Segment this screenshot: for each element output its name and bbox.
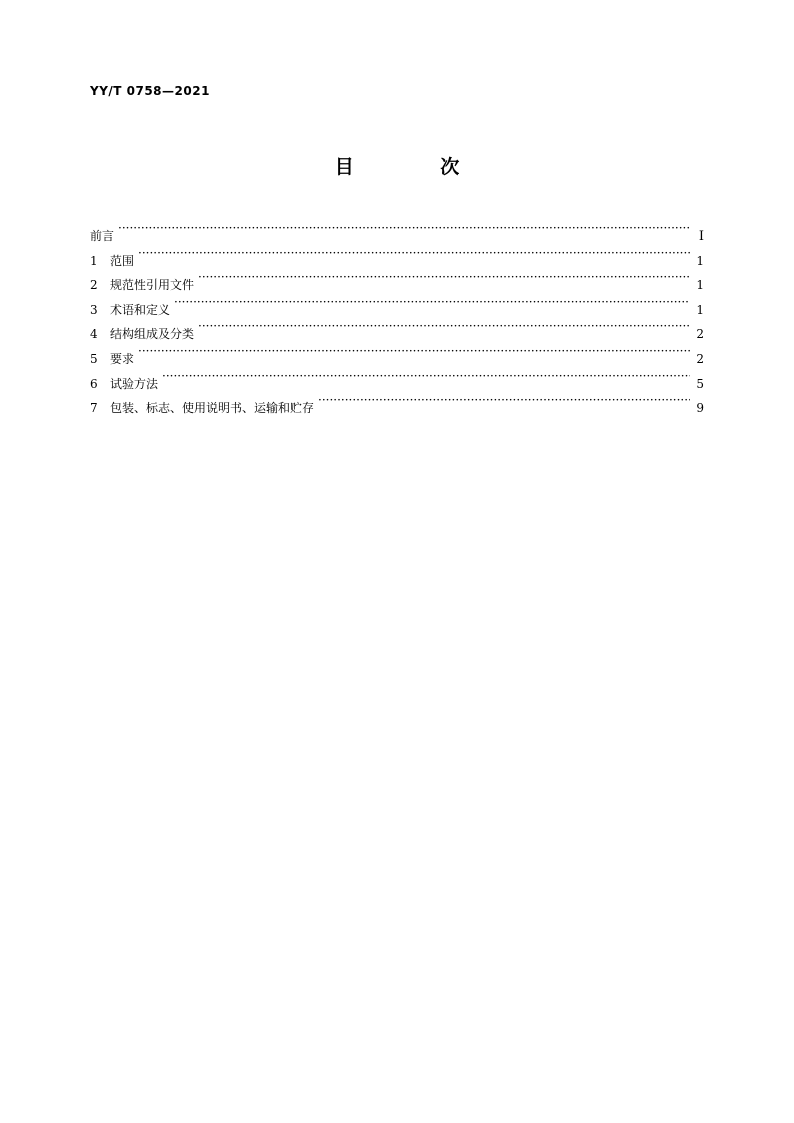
toc-entry-page: 1 (696, 278, 704, 293)
toc-entry-number: 6 (90, 376, 98, 391)
toc-entry-page: 9 (696, 401, 704, 416)
toc-leader-dots (138, 241, 690, 265)
toc-entry-3[interactable] (90, 290, 704, 315)
toc-leader-dots (162, 364, 690, 388)
toc-leader-dots (138, 339, 690, 363)
toc-leader-dots (198, 265, 690, 289)
toc-title: 目 次 (334, 156, 500, 178)
toc-entry-foreword[interactable] (90, 216, 704, 244)
toc-entry-text: 前言 (90, 229, 115, 243)
toc-entry-page: 2 (696, 351, 704, 366)
toc-entry-4[interactable] (90, 314, 704, 342)
toc-entry-page: 5 (696, 376, 704, 391)
toc-entry-text: 包装、标志、使用说明书、运输和贮存 (110, 401, 315, 416)
toc-entry-text: 要求 (110, 351, 135, 366)
toc-leader-dots (174, 290, 690, 314)
table-of-contents (90, 216, 704, 416)
toc-entry-text: 结构组成及分类 (110, 327, 195, 342)
toc-entry-2[interactable] (90, 265, 704, 293)
toc-entry-text: 术语和定义 (110, 302, 171, 317)
toc-entry-number: 3 (90, 302, 98, 317)
toc-entry-page: I (698, 229, 704, 244)
toc-leader-dots (118, 216, 690, 240)
toc-entry-page: 1 (696, 302, 704, 317)
document-code: YY/T 0758—2021 (90, 84, 210, 98)
toc-entry-number: 4 (90, 327, 98, 342)
toc-entry-number: 5 (90, 351, 98, 366)
toc-entry-text: 试验方法 (110, 376, 159, 391)
toc-entry-number: 7 (90, 401, 98, 416)
toc-entry-number: 1 (90, 253, 98, 268)
toc-entry-text: 范围 (110, 253, 135, 268)
toc-entry-7[interactable] (90, 388, 704, 416)
toc-entry-5[interactable] (90, 339, 704, 364)
toc-entry-1[interactable] (90, 241, 704, 266)
toc-leader-dots (198, 314, 690, 338)
toc-entry-page: 2 (696, 327, 704, 342)
toc-entry-number: 2 (90, 278, 98, 293)
toc-entry-page: 1 (696, 253, 704, 268)
toc-entry-text: 规范性引用文件 (110, 278, 195, 293)
toc-entry-6[interactable] (90, 364, 704, 389)
toc-leader-dots (318, 388, 690, 412)
